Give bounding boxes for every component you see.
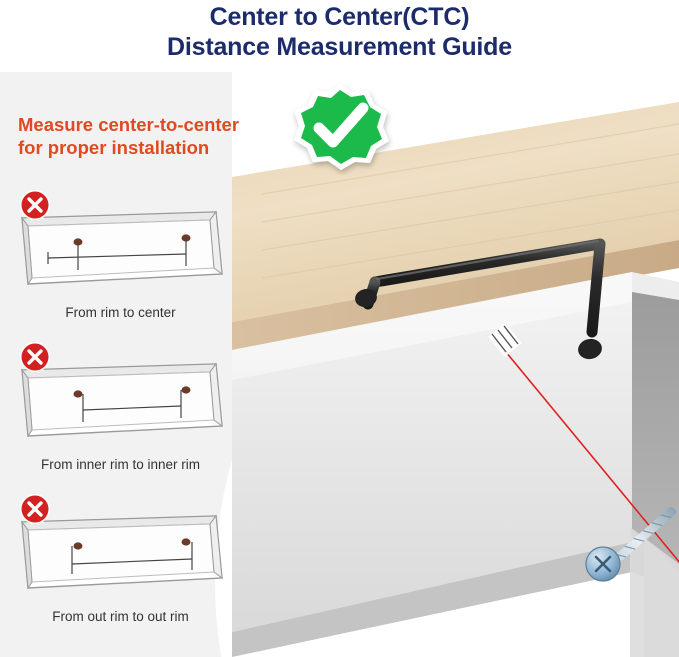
bad-example-2 bbox=[8, 348, 233, 472]
bad-example-1-diagram bbox=[8, 196, 233, 301]
red-x-icon bbox=[18, 492, 52, 526]
page-title-line-2: Distance Measurement Guide bbox=[167, 33, 512, 61]
page-title-line-1: Center to Center(CTC) bbox=[209, 3, 470, 31]
bad-example-2-caption: From inner rim to inner rim bbox=[40, 457, 201, 472]
page-title bbox=[0, 2, 679, 62]
bad-example-2-diagram bbox=[8, 348, 233, 453]
bad-example-1-caption: From rim to center bbox=[65, 305, 176, 320]
bad-example-3 bbox=[8, 500, 233, 624]
callout-line-2: for proper installation bbox=[18, 137, 210, 158]
callout-text bbox=[18, 113, 298, 159]
callout-line-1: Measure center-to-center bbox=[18, 114, 240, 135]
green-check-badge bbox=[285, 80, 395, 175]
bad-example-3-diagram bbox=[8, 500, 233, 605]
red-x-icon bbox=[18, 340, 52, 374]
bad-example-1 bbox=[8, 196, 233, 320]
red-x-icon bbox=[18, 188, 52, 222]
bad-example-3-caption: From out rim to out rim bbox=[52, 609, 189, 624]
